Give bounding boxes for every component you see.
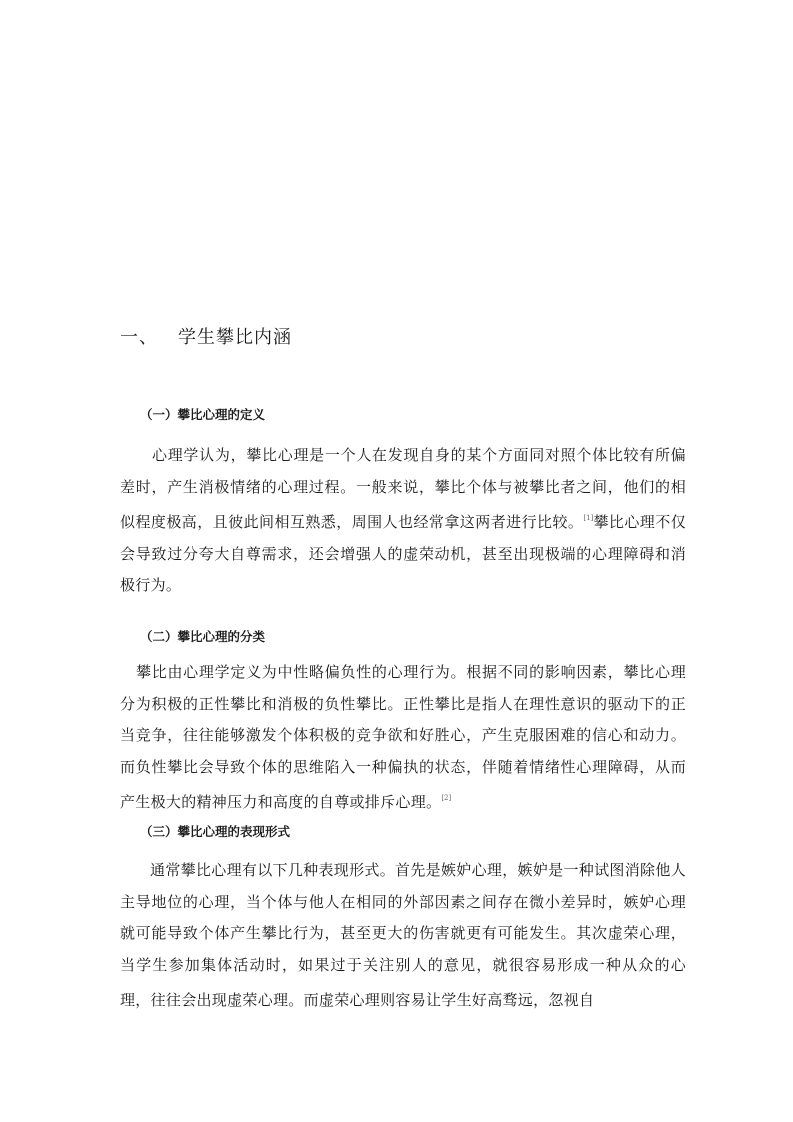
section-paragraph-classification: [120, 657, 686, 819]
section-heading-forms: （三）攀比心理的表现形式: [140, 824, 291, 839]
paragraph-text-continued: 攀比心理不仅会导致过分夸大自尊需求，还会增强人的虚荣动机，甚至出现极端的心理障碍和消极行为。: [120, 513, 686, 595]
chapter-title-text: 学生攀比内涵: [178, 327, 292, 348]
chapter-heading: [120, 323, 292, 349]
paragraph-text: 心理学认为，攀比心理是一个人在发现自身的某个方面同对照个体比较有所偏差时，产生消极情绪的心理过程。一般来说，攀比个体与被攀比者之间，他们的相似程度极高，且彼此间相互熟悉，周围人也经常拿这两者进行比较。: [120, 446, 686, 532]
citation-marker: [2]: [441, 794, 452, 803]
section-paragraph-forms: [120, 855, 686, 1017]
paragraph-text: 通常攀比心理有以下几种表现形式。首先是嫉妒心理，嫉妒是一种试图消除他人主导地位的心理，当个体与他人在相同的外部因素之间存在微小差异时，嫉妒心理就可能导致个体产生攀比行为，甚至更大的伤害就更有可能发生。其次虚荣心理，当学生参加集体活动时，如果过于关注别人的意见，就很容易形成一种从众的心理，往往会出现虚荣心理。而虚荣心理则容易让学生好高骛远，忽视自: [120, 861, 686, 1010]
paragraph-text: 攀比由心理学定义为中性略偏负性的心理行为。根据不同的影响因素，攀比心理分为积极的正性攀比和消极的负性攀比。正性攀比是指人在理性意识的驱动下的正当竞争，往往能够激发个体积极的竞争欲和好胜心，产生克服困难的信心和动力。而负性攀比会导致个体的思维陷入一种偏执的状态，伴随着情绪性心理障碍，从而产生极大的精神压力和高度的自尊或排斥心理。: [120, 663, 686, 812]
section-heading-classification: （二）攀比心理的分类: [140, 629, 266, 644]
citation-marker: [1]: [583, 514, 594, 523]
chapter-number: 一、: [120, 327, 158, 348]
section-paragraph-definition: [120, 440, 686, 602]
section-heading-definition: （一）攀比心理的定义: [140, 407, 266, 422]
